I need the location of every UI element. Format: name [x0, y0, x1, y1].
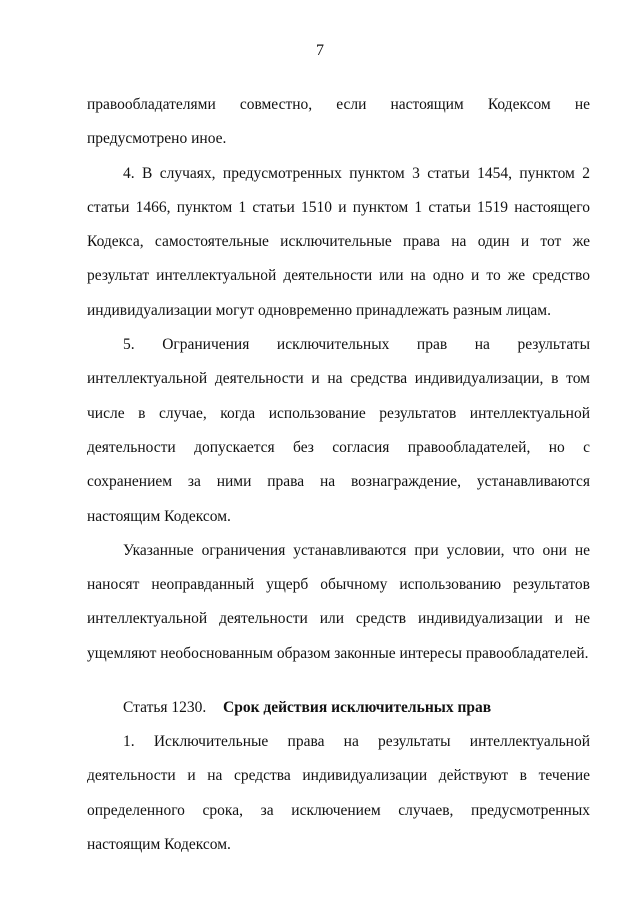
paragraph-limitations: Указанные ограничения устанавливаются при условии, что они не наносят неоправданный ущерб обычному использованию результатов интеллектуальной деятельности или средств индивидуализации и не ущемляют необоснованным образом законные интересы правообладателей. [87, 541, 590, 662]
paragraph-item-4: 4. В случаях, предусмотренных пунктом 3 статьи 1454, пунктом 2 статьи 1466, пунктом 1 статьи 1510 и пунктом 1 статьи 1519 настоящего Кодекса, самостоятельные исключительные права на один и тот же результат интеллектуальной деятельности или на одно и то же средство индивидуализации могут одновременно принадлежать разным лицам. [87, 164, 590, 319]
article-heading [87, 691, 590, 725]
document-body [87, 88, 590, 862]
paragraph-item-5: 5. Ограничения исключительных прав на результаты интеллектуальной деятельности и на средства индивидуализации, в том числе в случае, когда использование результатов интеллектуальной деятельности допускается без согласия правообладателей, но с сохранением за ними права на вознаграждение, устанавливаются настоящим Кодексом. [87, 336, 590, 525]
paragraph-continuation: правообладателями совместно, если настоящим Кодексом не предусмотрено иное. [87, 96, 590, 148]
page-number: 7 [316, 42, 324, 59]
article-paragraph-1: 1. Исключительные права на результаты интеллектуальной деятельности и на средства индивидуализации действуют в течение определенного срока, за исключением случаев, предусмотренных настоящим Кодексом. [87, 733, 590, 853]
article-number: Статья 1230. [123, 699, 207, 717]
article-title: Срок действия исключительных прав [223, 699, 492, 717]
